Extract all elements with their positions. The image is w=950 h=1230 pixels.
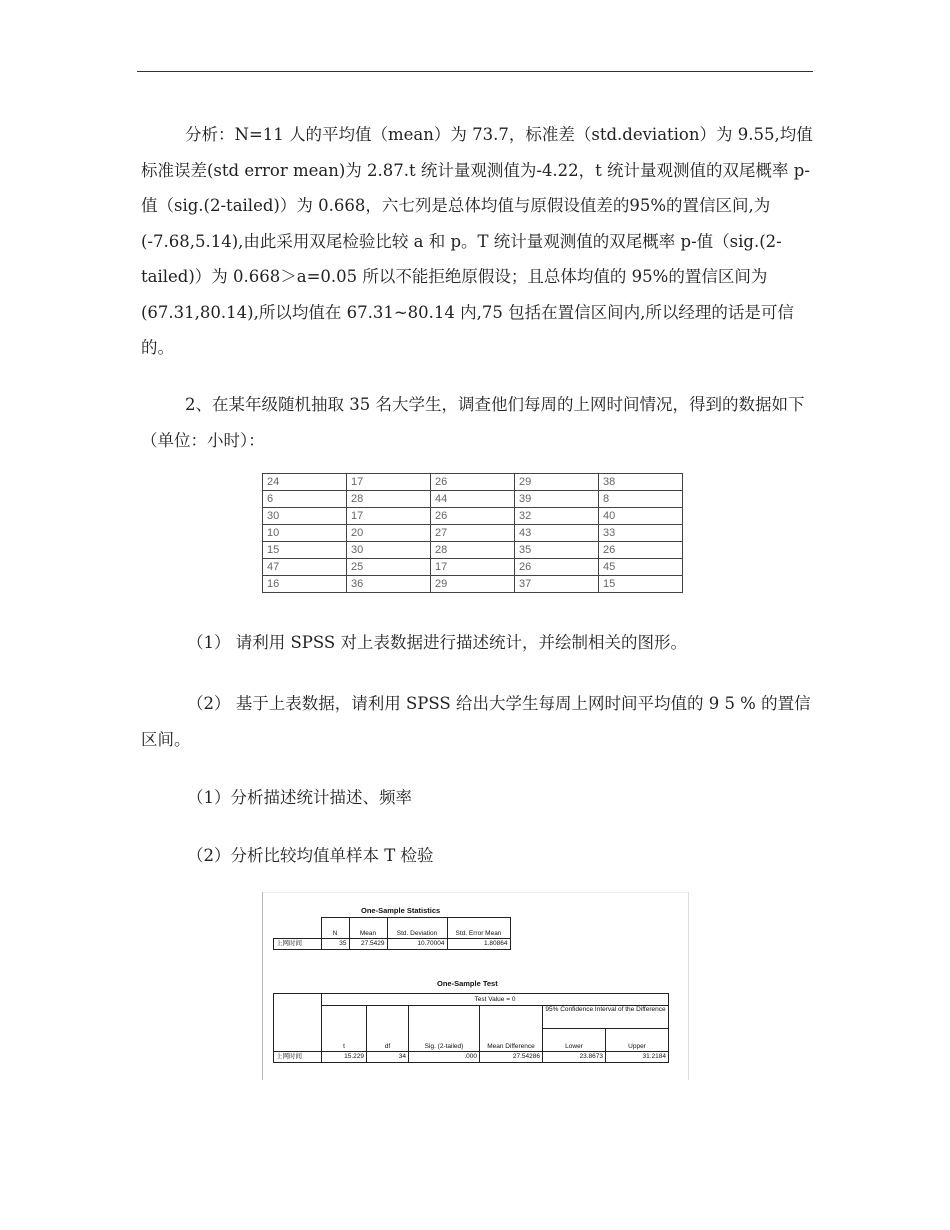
stats-value-n: 35	[321, 939, 349, 950]
test-value-mean-difference: 27.54286	[480, 1052, 543, 1063]
table-cell: 35	[515, 542, 599, 559]
table-row	[263, 474, 683, 491]
table-cell: 38	[599, 474, 683, 491]
test-header-upper: Upper	[606, 1029, 669, 1052]
spss-frame-top	[262, 892, 689, 893]
table-cell: 39	[515, 491, 599, 508]
table-row	[263, 525, 683, 542]
spss-frame-right	[688, 892, 689, 1080]
table-cell: 26	[431, 474, 515, 491]
table-cell: 33	[599, 525, 683, 542]
stats-corner	[274, 918, 322, 939]
stats-value-mean: 27.5429	[349, 939, 387, 950]
sub-question-1: （1） 请利用 SPSS 对上表数据进行描述统计，并绘制相关的图形。	[187, 633, 687, 652]
test-header-df: df	[367, 1006, 409, 1052]
table-cell: 17	[431, 559, 515, 576]
test-value-sig: .000	[409, 1052, 480, 1063]
answer-2: （2）分析比较均值单样本 T 检验	[187, 846, 434, 865]
table-cell: 32	[515, 508, 599, 525]
table-cell: 36	[347, 576, 431, 593]
table-cell: 45	[599, 559, 683, 576]
test-header-mean-difference: Mean Difference	[480, 1006, 543, 1052]
table-cell: 30	[263, 508, 347, 525]
test-row-label: 上网时间	[274, 1052, 322, 1063]
table-cell: 37	[515, 576, 599, 593]
table-cell: 24	[263, 474, 347, 491]
table-row	[263, 542, 683, 559]
spss-output	[262, 892, 689, 1080]
test-header-lower: Lower	[543, 1029, 606, 1052]
table-cell: 47	[263, 559, 347, 576]
table-cell: 29	[431, 576, 515, 593]
stats-row-label: 上网时间	[274, 939, 322, 950]
table-cell: 44	[431, 491, 515, 508]
test-value-t: 15.229	[322, 1052, 367, 1063]
table-row	[263, 508, 683, 525]
stats-header-mean: Mean	[349, 918, 387, 939]
table-cell: 28	[431, 542, 515, 559]
one-sample-test-table	[273, 993, 669, 1063]
sub-question-2: （2） 基于上表数据，请利用 SPSS 给出大学生每周上网时间平均值的 9 5 % 的置信区间。	[141, 694, 811, 749]
test-value-df: 34	[367, 1052, 409, 1063]
table-cell: 17	[347, 508, 431, 525]
spss-frame-left	[262, 892, 263, 1080]
table-cell: 25	[347, 559, 431, 576]
table-cell: 15	[263, 542, 347, 559]
table-cell: 16	[263, 576, 347, 593]
table-cell: 40	[599, 508, 683, 525]
header-rule	[137, 71, 813, 72]
table-cell: 15	[599, 576, 683, 593]
table-row	[263, 576, 683, 593]
test-value-upper: 31.2184	[606, 1052, 669, 1063]
data-table	[262, 473, 683, 593]
stats-header-n: N	[321, 918, 349, 939]
table-row	[263, 491, 683, 508]
stats-header-std-deviation: Std. Deviation	[387, 918, 447, 939]
test-corner	[274, 994, 322, 1052]
question-2: 2、在某年级随机抽取 35 名大学生，调查他们每周的上网时间情况，得到的数据如下（单位：小时）：	[141, 395, 805, 450]
table-cell: 10	[263, 525, 347, 542]
table-row	[263, 559, 683, 576]
table-cell: 26	[431, 508, 515, 525]
table-cell: 6	[263, 491, 347, 508]
stats-value-std-deviation: 10.70004	[387, 939, 447, 950]
table-cell: 26	[515, 559, 599, 576]
analysis-paragraph: 分析：N=11 人的平均值（mean）为 73.7，标准差（std.deviation）为 9.55,均值标准误差(std error mean)为 2.87.t 统计量观测值为-4.22，t 统计量观测值的双尾概率 p-值（sig.(2-tailed)）为 0.668，六七列是总体均值与原假设值差的95%的置信区间,为(-7.68,5.14),由此采用双尾检验比较 a 和 p。T 统计量观测值的双尾概率 p-值（sig.(2-tailed)）为 0.668＞a=0.05 所以不能拒绝原假设；且总体均值的 95%的置信区间为(67.31,80.14),所以均值在 67.31~80.14 内,75 包括在置信区间内,所以经理的话是可信的。	[141, 125, 813, 357]
table-cell: 20	[347, 525, 431, 542]
test-header-t: t	[322, 1006, 367, 1052]
table-cell: 8	[599, 491, 683, 508]
one-sample-statistics-table	[273, 917, 511, 950]
table-cell: 43	[515, 525, 599, 542]
stats-header-std-error-mean: Std. Error Mean	[447, 918, 510, 939]
one-sample-statistics-title: One-Sample Statistics	[361, 906, 441, 915]
table-cell: 30	[347, 542, 431, 559]
table-cell: 17	[347, 474, 431, 491]
table-cell: 27	[431, 525, 515, 542]
table-cell: 26	[599, 542, 683, 559]
test-header-sig: Sig. (2-tailed)	[409, 1006, 480, 1052]
one-sample-test-title: One-Sample Test	[437, 979, 498, 988]
test-ci-header: 95% Confidence Interval of the Difference	[543, 1006, 669, 1029]
test-value-header: Test Value = 0	[322, 994, 669, 1006]
stats-value-std-error-mean: 1.80864	[447, 939, 510, 950]
test-value-lower: 23.8673	[543, 1052, 606, 1063]
answer-1: （1）分析描述统计描述、频率	[187, 788, 412, 807]
table-cell: 29	[515, 474, 599, 491]
table-cell: 28	[347, 491, 431, 508]
